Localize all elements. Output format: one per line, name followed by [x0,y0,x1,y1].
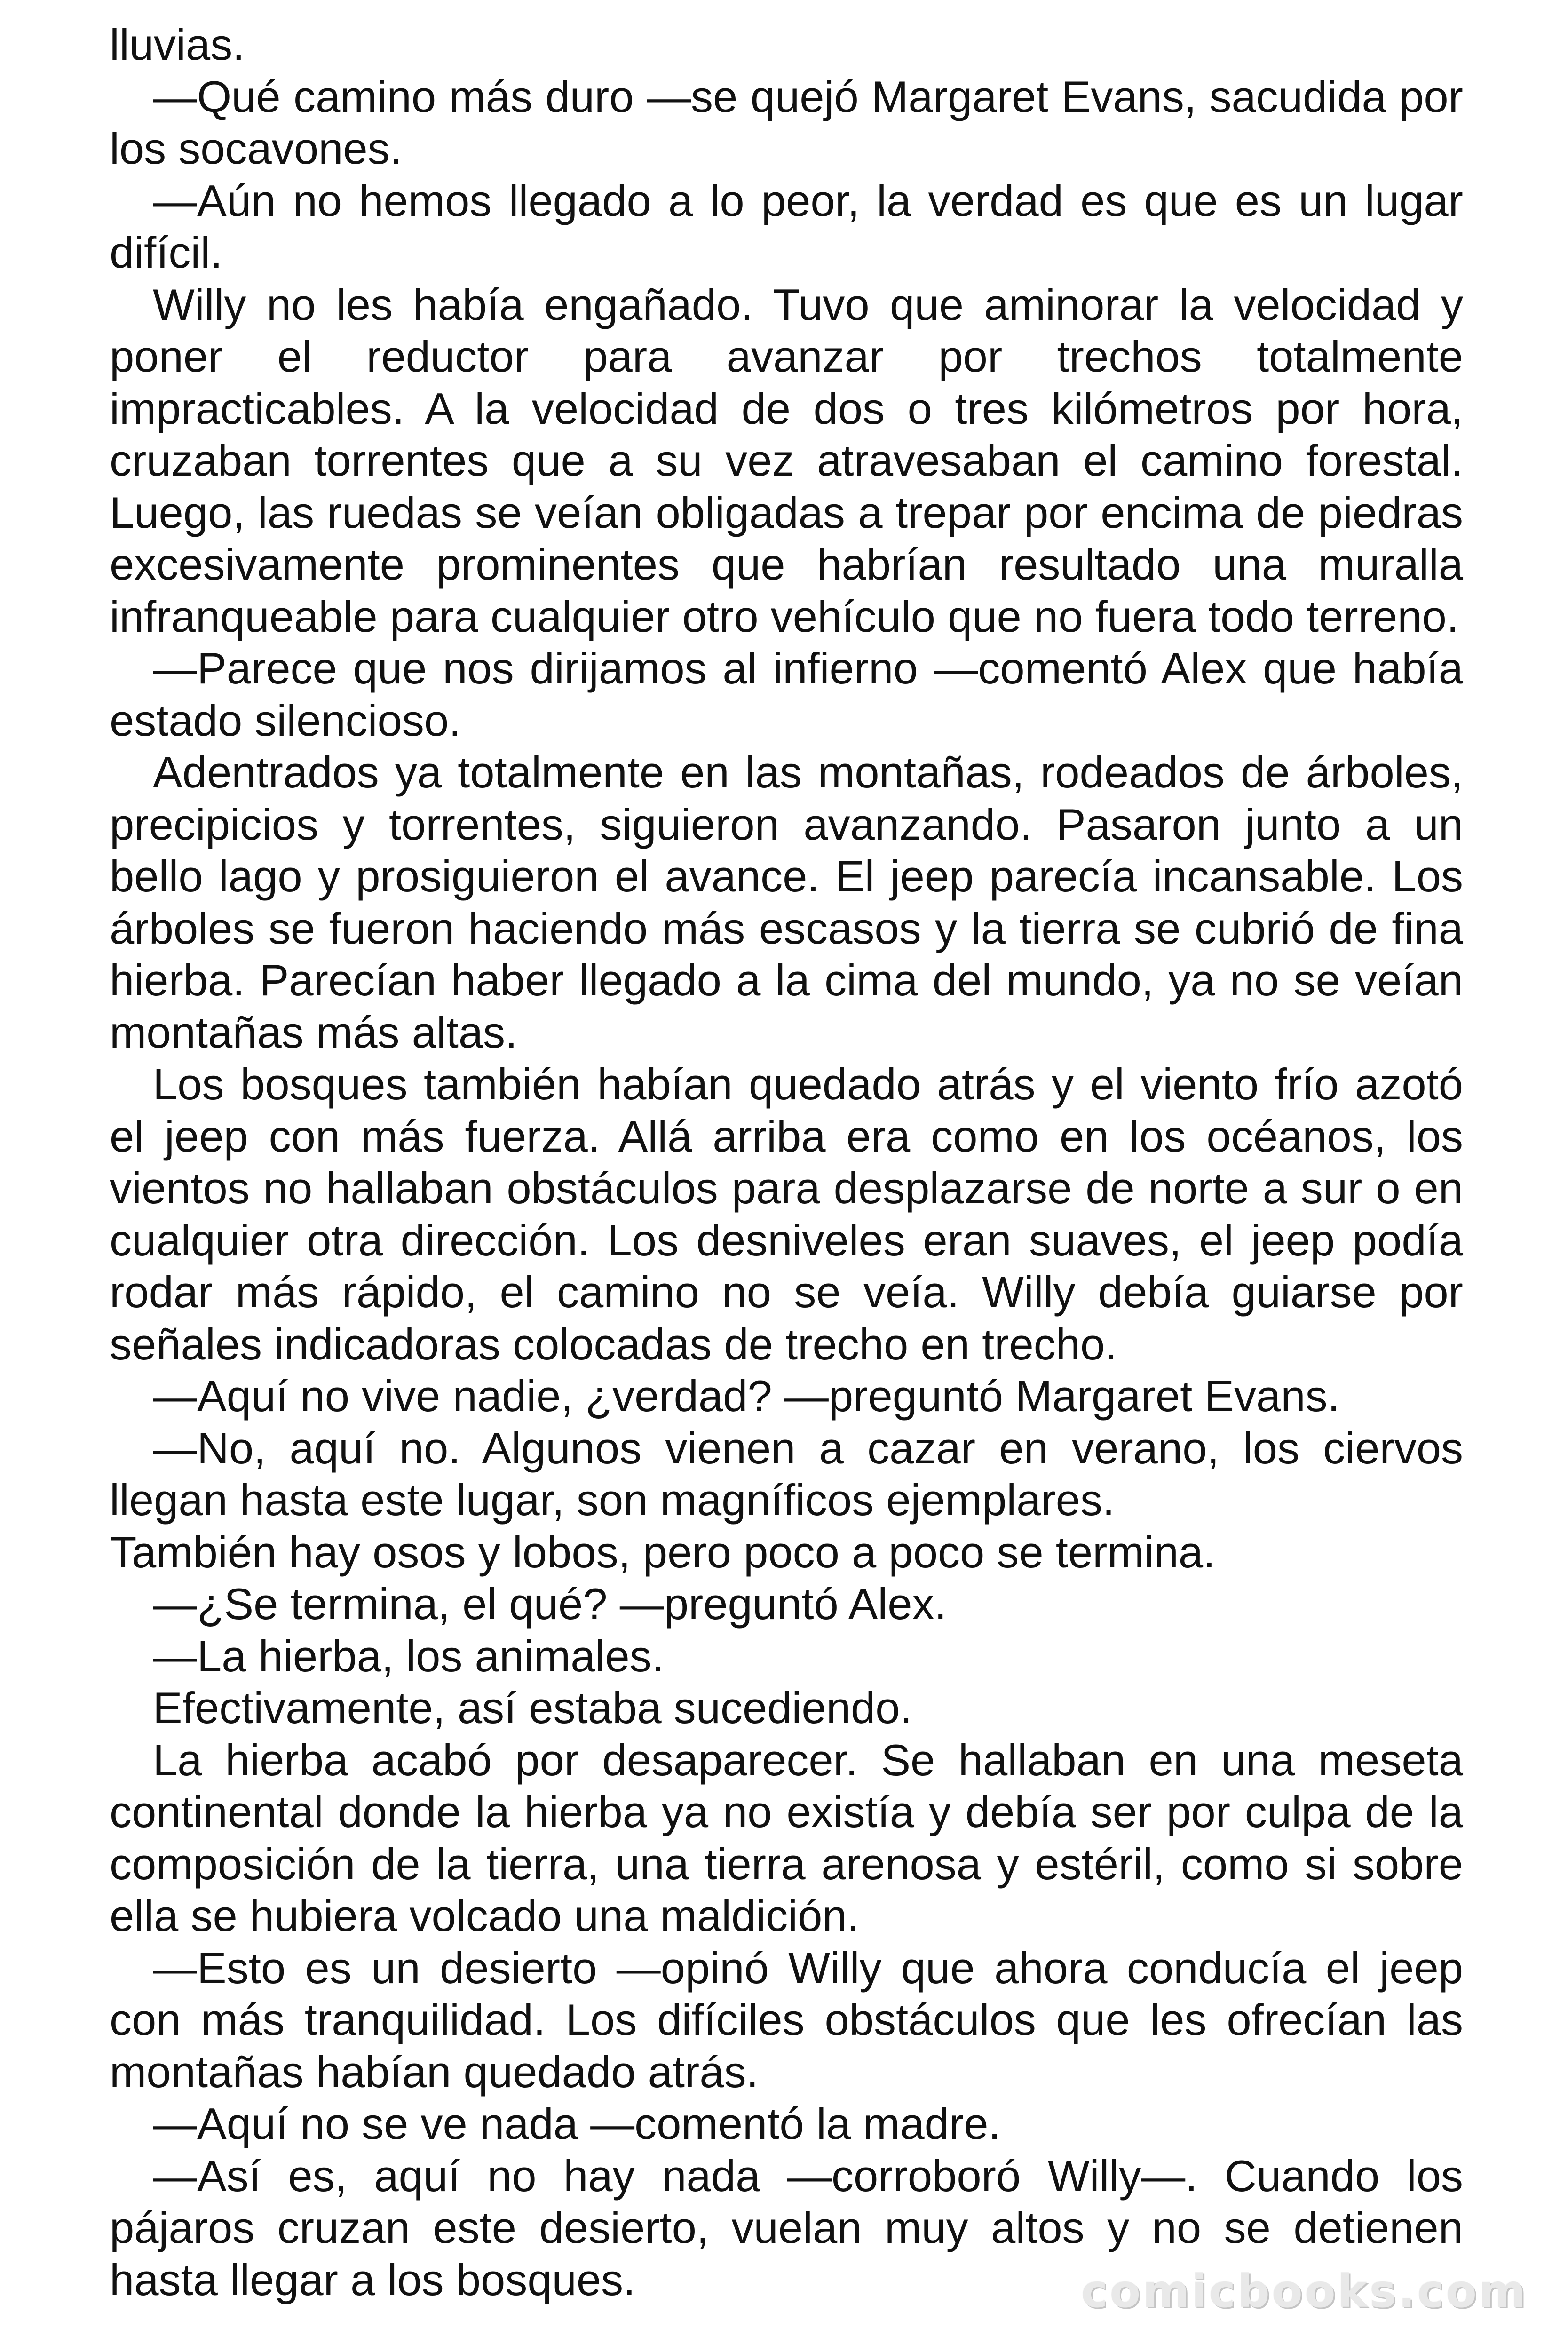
paragraph: También hay osos y lobos, pero poco a poco se termina. [110,1527,1216,1577]
paragraph: —Qué camino más duro —se quejó Margaret Evans, sacudida por los socavones. [110,72,1463,173]
page-body [110,19,1463,2306]
paragraph: Willy no les había engañado. Tuvo que aminorar la velocidad y poner el reductor para avanzar por trechos totalmente impracticables. A la velocidad de dos o tres kilómetros por hora, cruzaban torrentes que a su vez atravesaban el camino forestal. Luego, las ruedas se veían obligadas a trepar por encima de piedras excesivamente prominentes que habrían resultado una muralla infranqueable para cualquier otro vehículo que no fuera todo terreno. [110,279,1463,641]
paragraph: Adentrados ya totalmente en las montañas, rodeados de árboles, precipicios y torrentes, siguieron avanzando. Pasaron junto a un bello lago y prosiguieron el avance. El jeep parecía incansable. Los árboles se fueron haciendo más escasos y la tierra se cubrió de fina hierba. Parecían haber llegado a la cima del mundo, ya no se veían montañas más altas. [110,747,1463,1057]
paragraph: La hierba acabó por desaparecer. Se hallaban en una meseta continental donde la hierba ya no existía y debía ser por culpa de la composición de la tierra, una tierra arenosa y estéril, como si sobre ella se hubiera volcado una maldición. [110,1735,1463,1940]
paragraph: —¿Se termina, el qué? —preguntó Alex. [153,1579,947,1629]
paragraph: —Aquí no se ve nada —comentó la madre. [153,2099,1001,2148]
watermark: comicbooks.com [1081,2265,1528,2318]
paragraph: —Así es, aquí no hay nada —corroboró Willy—. Cuando los pájaros cruzan este desierto, vuelan muy altos y no se detienen hasta llegar a los bosques. [110,2151,1463,2304]
paragraph: —Aquí no vive nadie, ¿verdad? —preguntó Margaret Evans. [153,1371,1340,1421]
paragraph: —Parece que nos dirijamos al infierno —comentó Alex que había estado silencioso. [110,644,1463,745]
paragraph: —Esto es un desierto —opinó Willy que ahora conducía el jeep con más tranquilidad. Los difíciles obstáculos que les ofrecían las montañas habían quedado atrás. [110,1943,1463,2097]
paragraph: —La hierba, los animales. [153,1631,664,1681]
paragraph: —No, aquí no. Algunos vienen a cazar en verano, los ciervos llegan hasta este lugar, son magníficos ejemplares. [110,1423,1463,1525]
paragraph: lluvias. [110,20,245,69]
paragraph: Efectivamente, así estaba sucediendo. [153,1683,912,1732]
paragraph: —Aún no hemos llegado a lo peor, la verdad es que es un lugar difícil. [110,175,1463,277]
paragraph: Los bosques también habían quedado atrás y el viento frío azotó el jeep con más fuerza. Allá arriba era como en los océanos, los vientos no hallaban obstáculos para desplazarse de norte a sur o en cualquier otra dirección. Los desniveles eran suaves, el jeep podía rodar más rápido, el camino no se veía. Willy debía guiarse por señales indicadoras colocadas de trecho en trecho. [110,1059,1463,1369]
